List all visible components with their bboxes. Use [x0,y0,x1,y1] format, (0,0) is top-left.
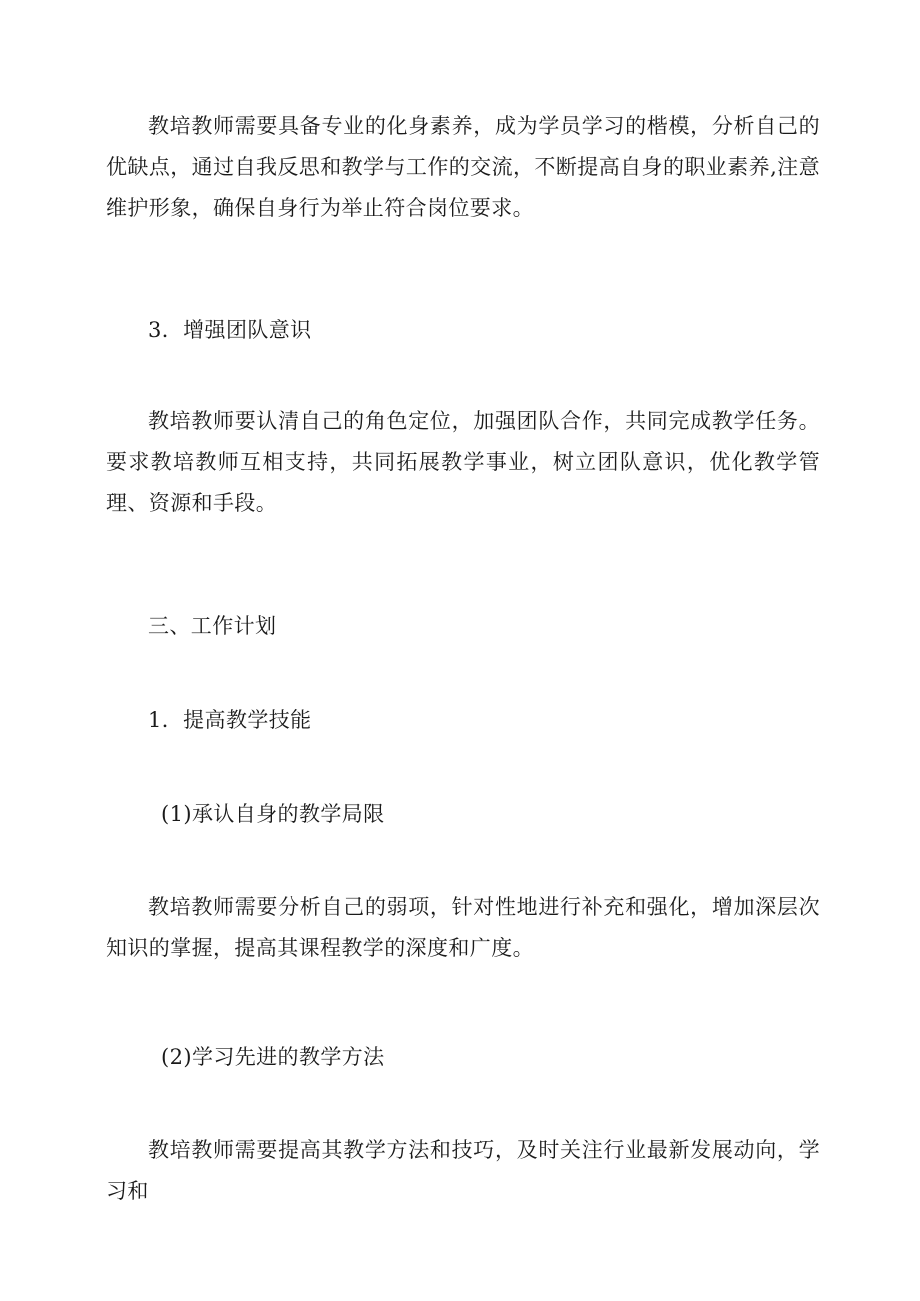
subheading-advanced-methods: (2)学习先进的教学方法 [161,1045,385,1069]
subheading-teaching-limits: (1)承认自身的教学局限 [161,802,385,826]
paragraph-team-cooperation: 教培教师要认清自己的角色定位，加强团队合作，共同完成教学任务。要求教培教师互相支持，共同拓展教学事业，树立团队意识，优化教学管理、资源和手段。 [106,409,820,515]
paragraph-weakness-analysis: 教培教师需要分析自己的弱项，针对性地进行补充和强化，增加深层次知识的掌握，提高其课程教学的深度和广度。 [106,895,820,960]
heading-team-awareness: 3．增强团队意识 [148,318,312,342]
heading-work-plan: 三、工作计划 [148,614,277,638]
paragraph-professional-image: 教培教师需要具备专业的化身素养，成为学员学习的楷模，分析自己的优缺点，通过自我反思和教学与工作的交流，不断提高自身的职业素养,注意维护形象，确保自身行为举止符合岗位要求。 [106,114,820,220]
heading-improve-teaching-skills: 1．提高教学技能 [148,708,312,732]
paragraph-teaching-methods: 教培教师需要提高其教学方法和技巧，及时关注行业最新发展动向，学习和 [106,1138,820,1203]
